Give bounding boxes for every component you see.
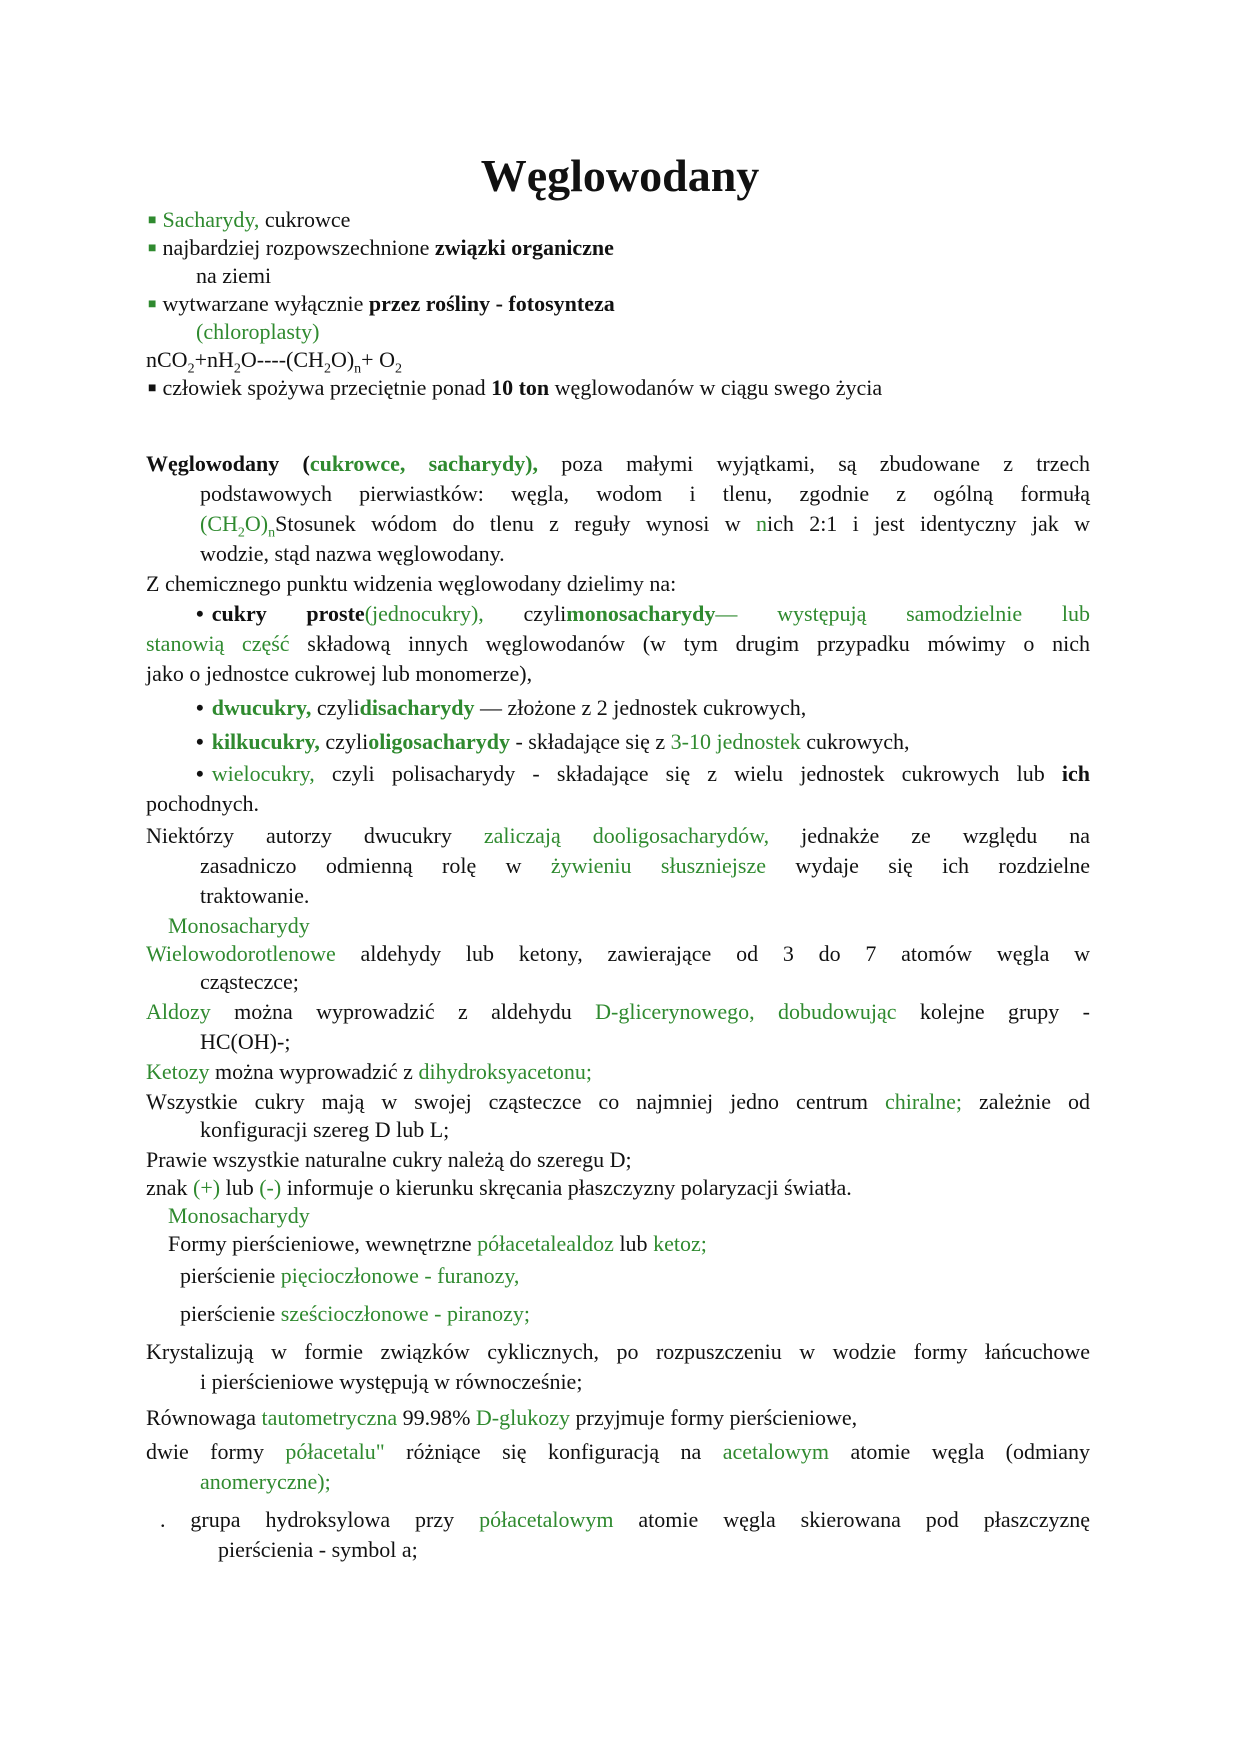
simple-sugars-line-3: jako o jednostce cukrowej lub monomerze), (146, 661, 533, 686)
bullet-dot-icon: • (196, 729, 204, 754)
page-title: Węglowodany (480, 150, 760, 201)
definition-line-3: $(CH_2O)_nStosunek$ wódom do tlenu z reguły wynosi w nich 2:1 i jest identyczny jak w (200, 511, 1090, 541)
polysaccharides-line-2: pochodnych. (146, 791, 260, 816)
simple-sugars-line-2: stanowią część składową innych węglowodanów (w tym drugim przypadku mówimy o nich (146, 631, 1090, 656)
mono2-line-8: anomeryczne); (200, 1469, 331, 1494)
section-heading-monosacharydy-2: Monosacharydy (168, 1203, 310, 1228)
intro-line-6: ■ człowiek spożywa przeciętnie ponad 10 ton węglowodanów w ciągu swego życia (148, 375, 883, 400)
bullet-square-icon: ■ (148, 241, 157, 256)
mono2-line-2: pierścienie pięcioczłonowe - furanozy, (180, 1263, 520, 1288)
mono2-line-9: . grupa hydroksylowa przy półacetalowym atomie węgla skierowana pod płaszczyznę (160, 1507, 1090, 1532)
mono1-line-4: HC(OH)-; (200, 1029, 291, 1054)
mono1-line-8: Prawie wszystkie naturalne cukry należą do szeregu D; (146, 1147, 632, 1172)
mono1-line-3: Aldozy można wyprowadzić z aldehydu D-glicerynowego, dobudowując kolejne grupy - (146, 999, 1091, 1024)
mono1-line-9: znak (+) lub (-) informuje o kierunku skręcania płaszczyzny polaryzacji światła. (146, 1175, 852, 1200)
authors-line-2: zasadniczo odmienną rolę w żywieniu słuszniejsze wydaje się ich rozdzielne (200, 853, 1090, 878)
definition-line-5: Z chemicznego punktu widzenia węglowodany dzielimy na: (146, 571, 677, 596)
mono2-line-7: dwie formy półacetalu" różniące się konfiguracją na acetalowym atomie węgla (odmiany (146, 1439, 1090, 1464)
definition-line-1: Węglowodany (cukrowce, sacharydy), poza małymi wyjątkami, są zbudowane z trzech (146, 451, 1090, 476)
photosynthesis-formula: $nCO_2+nH_2O----(CH_2O)_n+ O_2$ (146, 347, 402, 377)
polysaccharides-line-1: • wielocukry, czyli polisacharydy - składające się z wielu jednostek cukrowych lub ich (196, 761, 1090, 786)
intro-line-1: ■ Sacharydy, cukrowce (148, 207, 351, 232)
section-heading-monosacharydy: Monosacharydy (168, 913, 310, 938)
authors-line-1: Niektórzy autorzy dwucukry zaliczają dooligosacharydów, jednakże ze względu na (146, 823, 1090, 848)
bullet-dot-icon: • (196, 761, 204, 786)
intro-line-4: ■ wytwarzane wyłącznie przez rośliny - fotosynteza (148, 291, 615, 316)
mono2-line-10: pierścienia - symbol a; (218, 1537, 418, 1562)
disaccharides-line: • dwucukry, czylidisacharydy — złożone z 2 jednostek cukrowych, (196, 695, 807, 720)
mono2-line-4: Krystalizują w formie związków cyklicznych, po rozpuszczeniu w wodzie formy łańcuchowe (146, 1339, 1090, 1364)
mono1-line-1: Wielowodorotlenowe aldehydy lub ketony, zawierające od 3 do 7 atomów węgla w (146, 941, 1090, 966)
oligosaccharides-line: • kilkucukry, czylioligosacharydy - składające się z 3-10 jednostek cukrowych, (196, 729, 910, 754)
intro-line-5: (chloroplasty) (196, 319, 320, 344)
mono1-line-2: cząsteczce; (200, 969, 299, 994)
mono2-line-1: Formy pierścieniowe, wewnętrzne półacetalealdoz lub ketoz; (168, 1231, 707, 1256)
mono1-line-6: Wszystkie cukry mają w swojej cząsteczce co najmniej jedno centrum chiralne; zależnie od (146, 1089, 1090, 1114)
intro-line-2: ■ najbardziej rozpowszechnione związki organiczne (148, 235, 614, 260)
definition-line-2: podstawowych pierwiastków: węgla, wodom i tlenu, zgodnie z ogólną formułą (200, 481, 1090, 506)
mono1-line-7: konfiguracji szereg D lub L; (200, 1117, 450, 1142)
definition-line-4: wodzie, stąd nazwa węglowodany. (200, 541, 505, 566)
intro-line-3: na ziemi (196, 263, 272, 288)
mono2-line-6: Równowaga tautometryczna 99.98% D-glukozy przyjmuje formy pierścieniowe, (146, 1405, 858, 1430)
mono1-line-5: Ketozy można wyprowadzić z dihydroksyacetonu; (146, 1059, 592, 1084)
bullet-dot-icon: • (196, 601, 204, 626)
bullet-square-icon: ■ (148, 297, 157, 312)
bullet-dot-icon: • (196, 695, 204, 720)
mono2-line-5: i pierścieniowe występują w równocześnie; (200, 1369, 583, 1394)
bullet-square-icon: ■ (148, 213, 157, 228)
authors-line-3: traktowanie. (200, 883, 310, 908)
simple-sugars-line-1: • cukry proste(jednocukry), czylimonosacharydy— występują samodzielnie lub (196, 601, 1090, 626)
mono2-line-3: pierścienie sześcioczłonowe - piranozy; (180, 1301, 531, 1326)
bullet-square-icon: ■ (148, 381, 157, 396)
